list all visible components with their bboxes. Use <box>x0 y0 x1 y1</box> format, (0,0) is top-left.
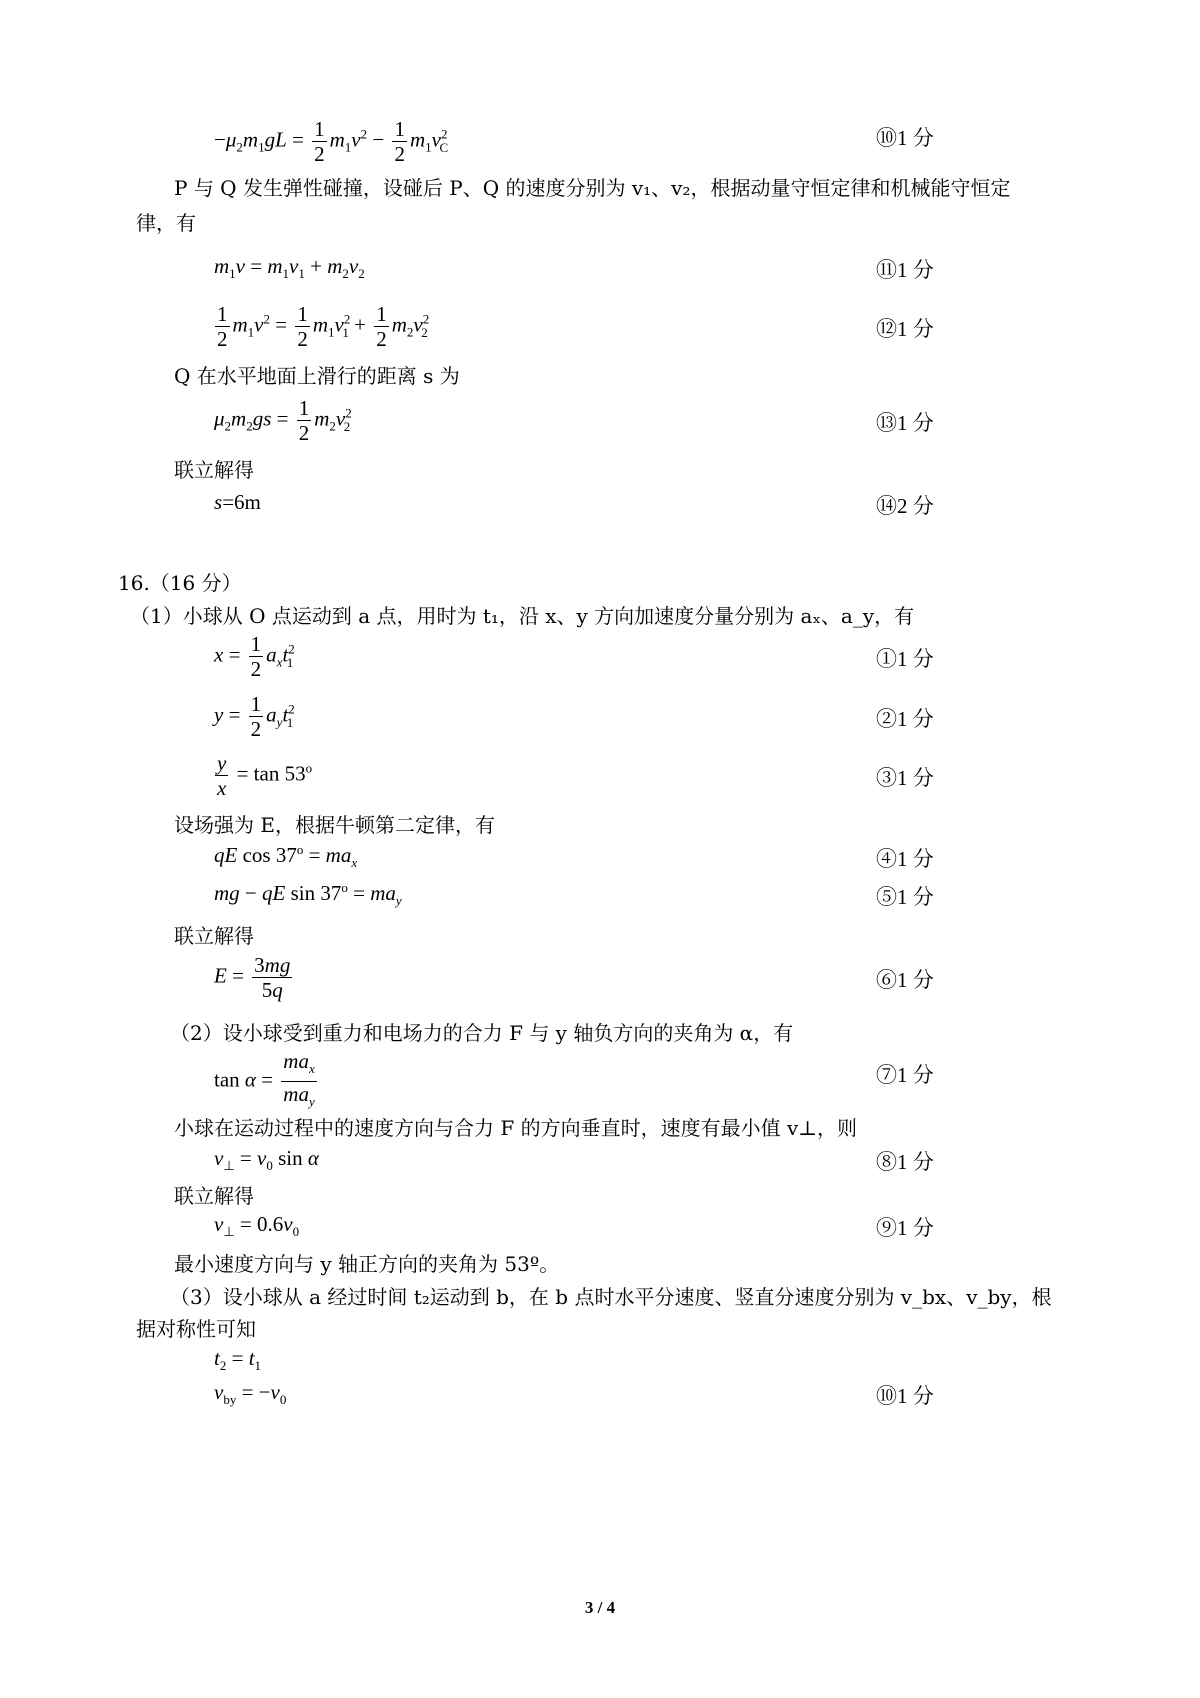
paragraph-min-speed: 小球在运动过程中的速度方向与合力 F 的方向垂直时，速度有最小值 v⊥，则 <box>174 1116 858 1140</box>
equation-min-speed: $v_\perp = v_0$ sin α <box>214 1146 319 1174</box>
equation-field-result: E = $\frac{3mg}{5q}$ <box>214 953 291 1002</box>
equation-time-symmetry: $t_2 = t_1$ <box>214 1346 262 1374</box>
score-mark: ⑨1 分 <box>876 1216 934 1240</box>
equation-tan-alpha: tan α = $\frac{ma_x}{ma_y}$ <box>214 1049 315 1110</box>
paragraph-solve: 联立解得 <box>174 924 254 948</box>
equation-result-s: s=6m <box>214 490 261 514</box>
question-16-part2: （2）设小球受到重力和电场力的合力 F 与 y 轴负方向的夹角为 α，有 <box>170 1021 794 1045</box>
paragraph-field: 设场强为 E，根据牛顿第二定律，有 <box>174 813 495 837</box>
score-mark: ③1 分 <box>876 766 934 790</box>
score-mark: ⑭2 分 <box>876 494 934 518</box>
paragraph-solve: 联立解得 <box>174 1184 254 1208</box>
equation-vby: $v_{by} = -v_0$ <box>214 1380 287 1408</box>
equation-friction-energy: $-\mu_2m_1gL$ = $\frac{1}{2}$ $m_1v^2$ − $\frac{1}{2}$ $m_1v^2_C$ <box>214 117 449 166</box>
score-mark: ②1 分 <box>876 707 934 731</box>
paragraph-collision-cont: 律，有 <box>136 211 196 235</box>
score-mark: ⑬1 分 <box>876 411 934 435</box>
page-number: 3 / 4 <box>584 1598 616 1617</box>
question-16-part1: （1）小球从 O 点运动到 a 点，用时为 t₁，沿 x、y 方向加速度分量分别为 aₓ、a_y，有 <box>130 604 915 628</box>
equation-y-displacement: y = $\frac{1}{2}$ $a_yt^2_1$ <box>214 692 295 741</box>
question-16-part3-cont: 据对称性可知 <box>136 1317 256 1341</box>
score-mark: ⑤1 分 <box>876 885 934 909</box>
question-16-header: 16.（16 分） <box>118 571 242 595</box>
equation-energy: $\frac{1}{2}$ $m_1v^2$ = $\frac{1}{2}$ $m_1v^2_1$ + $\frac{1}{2}$ $m_2v^2_2$ <box>217 302 430 351</box>
equation-min-speed-result: $v_\perp = 0.6v_0$ <box>214 1212 300 1240</box>
paragraph-collision: P 与 Q 发生弹性碰撞，设碰后 P、Q 的速度分别为 v₁、v₂，根据动量守恒定律和机械能守恒定 <box>174 176 1011 200</box>
paragraph-q-slide: Q 在水平地面上滑行的距离 s 为 <box>174 364 460 388</box>
equation-x-force: qE $\cos 37^o = ma_x$ <box>214 842 358 871</box>
equation-x-displacement: x = $\frac{1}{2}$ $a_xt^2_1$ <box>214 632 295 681</box>
score-mark: ①1 分 <box>876 647 934 671</box>
score-mark: ⑧1 分 <box>876 1150 934 1174</box>
paragraph-min-direction: 最小速度方向与 y 轴正方向的夹角为 53º。 <box>174 1252 560 1276</box>
score-mark: ⑦1 分 <box>876 1063 934 1087</box>
score-mark: ⑫1 分 <box>876 317 934 341</box>
score-mark: ⑩1 分 <box>876 1384 934 1408</box>
equation-slide-friction: $\mu_2m_2gs$ = $\frac{1}{2}$ $m_2v^2_2$ <box>214 396 352 445</box>
equation-tan53: $\frac{y}{x}$ = tan 53$^o$ <box>217 751 313 800</box>
score-mark: ④1 分 <box>876 847 934 871</box>
equation-y-force: mg − qE $\sin 37^o = ma_y$ <box>214 880 402 909</box>
score-mark: ⑩1 分 <box>876 126 934 150</box>
equation-momentum: $m_1v = m_1v_1 + m_2v_2$ <box>214 254 365 282</box>
paragraph-solve: 联立解得 <box>174 458 254 482</box>
score-mark: ⑪1 分 <box>876 258 934 282</box>
score-mark: ⑥1 分 <box>876 968 934 992</box>
question-16-part3: （3）设小球从 a 经过时间 t₂运动到 b，在 b 点时水平分速度、竖直分速度分别为 v_bx、v_by，根 <box>170 1285 1052 1309</box>
